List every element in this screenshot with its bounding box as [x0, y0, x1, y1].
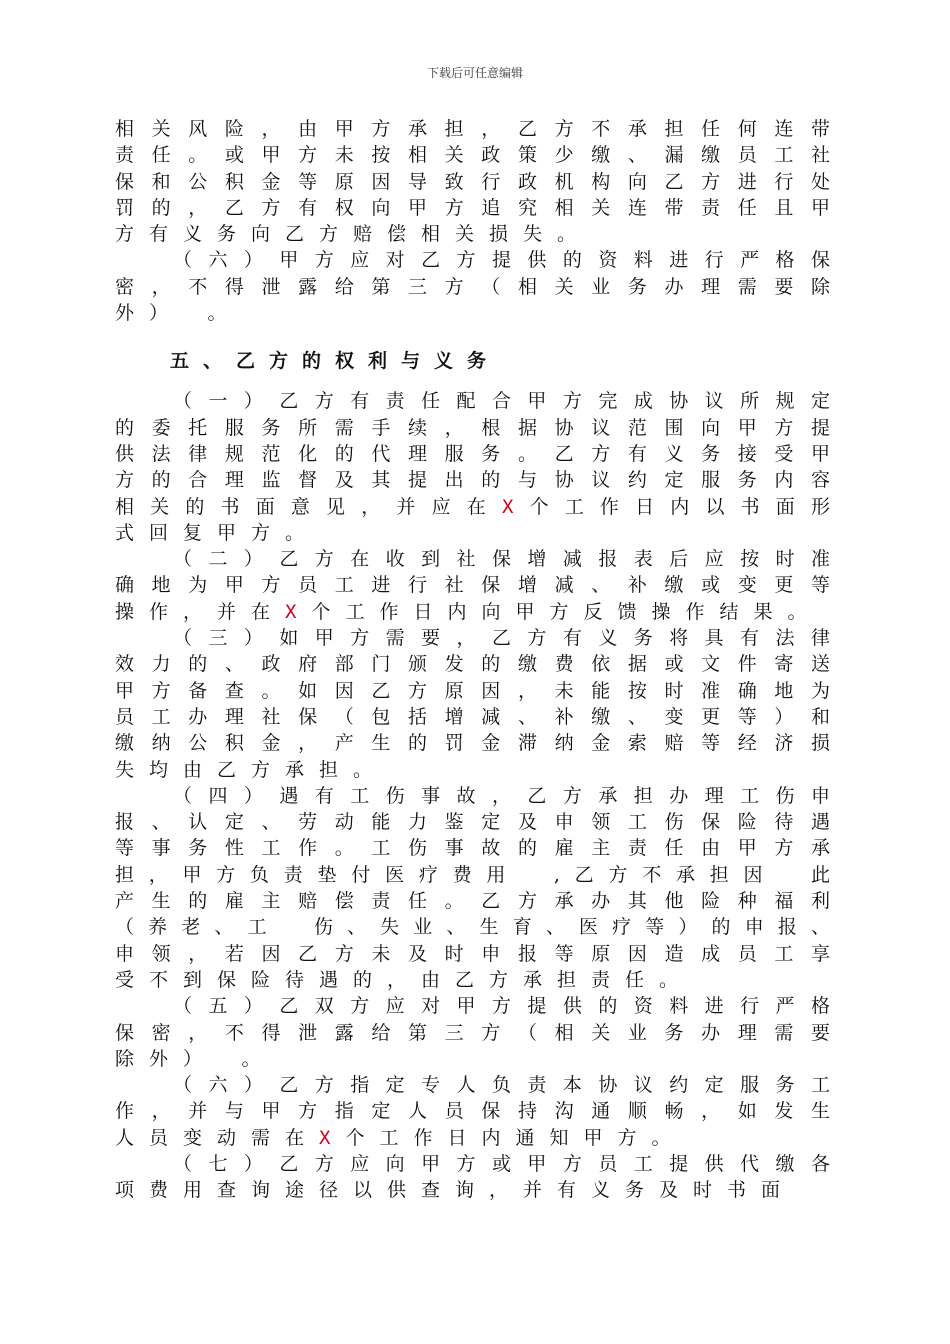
section-heading: 五、乙方的权利与义务: [170, 350, 501, 373]
text-line: （养老、工 伤、失业、生育、医疗等）的申报、: [115, 916, 830, 939]
text-line: 产生的雇主赔偿责任。乙方承办其他险种福利: [115, 890, 830, 913]
text-line: 操作，并在X个工作日内向甲方反馈操作结果。: [115, 600, 822, 623]
text-line: 担，甲方负责垫付医疗费用 ,乙方不承担因 此: [115, 863, 830, 886]
text-line: （七）乙方应向甲方或甲方员工提供代缴各: [173, 1152, 830, 1175]
text-line: 报、认定、劳动能力鉴定及申领工伤保险待遇: [115, 811, 830, 834]
paragraph: [115, 1151, 830, 1204]
text-line: 除外） 。: [115, 1047, 276, 1070]
text-line: 保和公积金等原因导致行政机构向乙方进行处: [115, 170, 830, 193]
text-line: 人员变动需在X个工作日内通知甲方。: [115, 1126, 686, 1149]
text-line: （五）乙双方应对甲方提供的资料进行严格: [173, 995, 830, 1018]
text-line: 责任。或甲方未按相关政策少缴、漏缴员工社: [115, 144, 830, 167]
text-line: 式回复甲方。: [115, 521, 320, 544]
text-line: 外） 。: [115, 302, 242, 325]
text-line: 方的合理监督及其提出的与协议约定服务内容: [115, 469, 830, 492]
text-line: 等事务性工作。工伤事故的雇主责任由甲方承: [115, 837, 830, 860]
text-line: 相关风险，由甲方承担，乙方不承担任何连带: [115, 118, 830, 140]
text-line: 失均由乙方承担。: [115, 758, 388, 781]
text-line: 作，并与甲方指定人员保持沟通顺畅，如发生: [115, 1100, 830, 1123]
text-line: 受不到保险待遇的，由乙方承担责任。: [115, 968, 694, 991]
text-line: 确地为甲方员工进行社保增减、补缴或变更等: [115, 574, 830, 597]
text-line: 效力的、政府部门颁发的缴费依据或文件寄送: [115, 653, 830, 676]
text-line: 缴纳公积金，产生的罚金滞纳金索赔等经济损: [115, 732, 830, 755]
text-line: 供法律规范化的代理服务。乙方有义务接受甲: [115, 442, 830, 465]
text-line: （六）甲方应对乙方提供的资料进行严格保: [173, 249, 830, 272]
text-line: 的委托服务所需手续，根据协议范围向甲方提: [115, 416, 830, 439]
text-line: 项费用查询途径以供查询，并有义务及时书面: [115, 1179, 796, 1202]
text-line: 罚的，乙方有权向甲方追究相关连带责任且甲: [115, 196, 830, 219]
text-line: 相关的书面意见，并应在X个工作日内以书面形: [115, 495, 830, 518]
text-line: 申领，若因乙方未及时申报等原因造成员工享: [115, 942, 830, 965]
text-line: （一）乙方有责任配合甲方完成协议所规定: [173, 390, 830, 413]
placeholder-mark: X: [319, 1126, 346, 1149]
text-line: 保密，不得泄露给第三方（相关业务办理需要: [115, 1021, 830, 1044]
text-line: 方有义务向乙方赔偿相关损失。: [115, 223, 592, 246]
placeholder-mark: X: [501, 495, 514, 518]
text-line: （二）乙方在收到社保增减报表后应按时准: [173, 548, 830, 571]
document-body: [115, 116, 830, 1204]
text-line: 员工办理社保（包括增减、补缴、变更等）和: [115, 705, 830, 728]
text-line: 密，不得泄露给第三方（相关业务办理需要除: [115, 275, 830, 298]
page-header: 下载后可任意编辑: [426, 66, 523, 80]
text-line: （三）如甲方需要，乙方有义务将具有法律: [173, 627, 830, 650]
text-line: 甲方备查。如因乙方原因，未能按时准确地为: [115, 679, 830, 702]
paragraph: [115, 546, 830, 625]
placeholder-mark: X: [285, 600, 312, 623]
paragraph: [115, 116, 830, 247]
paragraph: [115, 783, 830, 993]
paragraph: [115, 625, 830, 783]
paragraph: [115, 388, 830, 546]
paragraph: [115, 247, 830, 326]
paragraph: [115, 993, 830, 1072]
text-line: （六）乙方指定专人负责本协议约定服务工: [173, 1074, 830, 1097]
text-line: （四）遇有工伤事故，乙方承担办理工伤申: [173, 784, 830, 807]
paragraph: [115, 1072, 830, 1151]
